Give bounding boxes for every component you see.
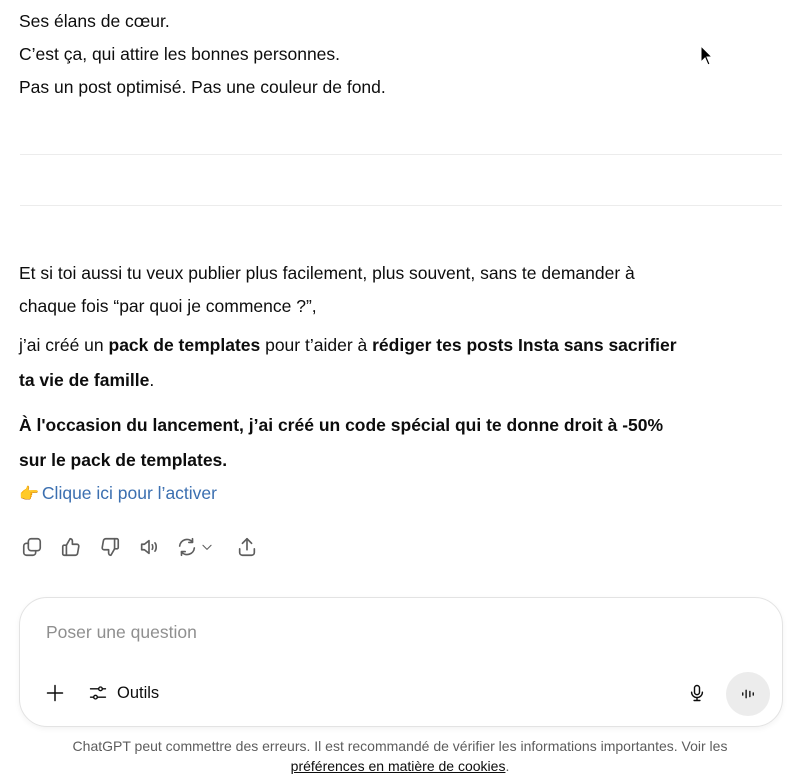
message-line: chaque fois “par quoi je commence ?”, <box>19 296 317 316</box>
pointing-hand-icon: 👉 <box>19 486 39 503</box>
regenerate-button[interactable] <box>176 535 220 559</box>
message-line: Et si toi aussi tu veux publier plus facilement, plus souvent, sans te demander à <box>19 263 635 283</box>
divider <box>20 154 782 155</box>
message-line: Pas un post optimisé. Pas une couleur de fond. <box>19 77 386 97</box>
mouse-cursor-icon <box>700 45 714 67</box>
message-line <box>19 448 227 472</box>
text-segment: pour t’aider à <box>260 335 373 355</box>
bold-text: pack de templates <box>108 335 261 355</box>
share-button[interactable] <box>235 535 259 559</box>
voice-mode-button[interactable] <box>726 672 770 716</box>
text-segment: j’ai créé un <box>19 335 109 355</box>
tools-button[interactable] <box>88 680 159 706</box>
thumbs-down-button[interactable] <box>98 535 122 559</box>
composer <box>19 597 783 727</box>
message-line <box>19 333 677 357</box>
bold-text: ta vie de famille <box>19 370 150 390</box>
tools-label: Outils <box>117 683 160 702</box>
copy-button[interactable] <box>20 535 44 559</box>
voice-waveform-icon <box>739 685 757 703</box>
read-aloud-button[interactable] <box>137 535 161 559</box>
copy-icon <box>21 536 43 558</box>
share-icon <box>236 536 258 558</box>
sliders-icon <box>88 683 108 703</box>
message-line: Ses élans de cœur. <box>19 11 170 31</box>
activate-link[interactable]: Clique ici pour l’activer <box>41 483 217 503</box>
thumbs-up-button[interactable] <box>59 535 83 559</box>
disclaimer-period: . <box>505 758 510 774</box>
divider <box>20 205 782 206</box>
refresh-icon <box>176 536 198 558</box>
thumbs-up-icon <box>60 536 82 558</box>
microphone-icon <box>687 683 707 703</box>
dictate-button[interactable] <box>684 680 710 706</box>
cta-line <box>19 481 217 507</box>
disclaimer-text: ChatGPT peut commettre des erreurs. Il est recommandé de vérifier les informations importantes. Voir les <box>72 738 728 754</box>
bold-text: rédiger tes posts Insta sans sacrifier <box>372 335 677 355</box>
bold-text: À l'occasion du lancement, j’ai créé un code spécial qui te donne droit à -50% <box>19 415 664 435</box>
plus-icon <box>45 683 65 703</box>
message-actions <box>20 533 274 561</box>
add-attachment-button[interactable] <box>42 680 68 706</box>
prompt-input[interactable] <box>46 622 646 643</box>
disclaimer <box>0 736 800 776</box>
speaker-icon <box>138 536 160 558</box>
message-line <box>19 413 663 437</box>
message-line: C’est ça, qui attire les bonnes personnes. <box>19 44 341 64</box>
chevron-down-icon <box>200 540 214 554</box>
message-line <box>19 368 154 392</box>
thumbs-down-icon <box>99 536 121 558</box>
cookie-preferences-link[interactable]: préférences en matière de cookies <box>290 758 506 774</box>
text-segment: . <box>149 370 155 390</box>
bold-text: sur le pack de templates. <box>19 450 228 470</box>
